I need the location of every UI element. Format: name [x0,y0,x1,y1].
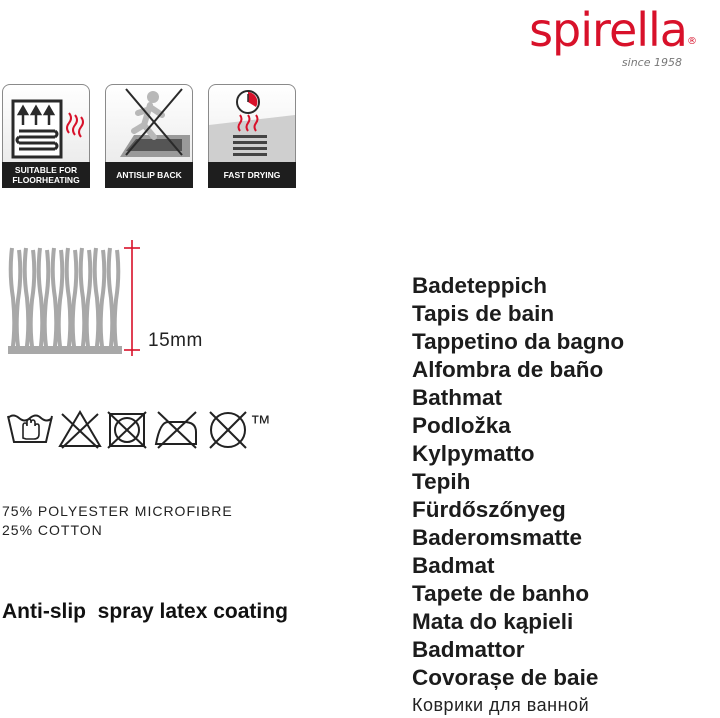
pile-fibers [11,248,119,353]
material-composition [2,502,233,540]
translations-list [412,272,624,718]
translation-item: Badmattor [412,637,525,662]
do-not-tumble-dry-icon [108,412,146,448]
trademark-symbol: ™ [250,412,271,435]
do-not-dry-clean-icon [210,412,246,448]
translation-item: Badmat [412,553,495,578]
translation-item: Badeteppich [412,273,548,298]
coating-text: Anti-slip spray latex coating [2,600,288,623]
brand-tagline: since 1958 [621,56,682,69]
material-line-2: 25% COTTON [2,522,103,538]
pile-height-diagram [6,236,151,366]
translation-item: Bathmat [412,385,503,410]
brand-wordmark [529,0,696,60]
translation-item: Tapete de banho [412,581,590,606]
translation-item: Podložka [412,413,511,438]
brand-name: spirella [529,3,687,57]
registered-mark: ® [687,36,696,47]
translation-item: Tappetino da bagno [412,329,625,354]
material-line-1: 75% POLYESTER MICROFIBRE [2,503,233,519]
badge-antislip-label: ANTISLIP BACK [105,162,193,188]
translation-item: Alfombra de baño [412,357,604,382]
pile-height-marker [124,240,140,356]
badge-fast-drying-label: FAST DRYING [208,162,296,188]
hand-wash-icon [8,416,52,443]
floorheating-icon [2,84,90,163]
do-not-bleach-icon [60,412,100,448]
translation-item: Tapis de bain [412,301,555,326]
fast-drying-icon [208,84,296,163]
care-symbols [6,408,250,452]
badge-floorheating-label: SUITABLE FOR FLOORHEATING [2,162,90,188]
badge-antislip [105,84,193,188]
antislip-icon [105,84,193,163]
do-not-iron-icon [156,412,196,448]
translation-item: Fürdőszőnyeg [412,497,566,522]
pile-height-label: 15mm [148,330,203,351]
translation-item: Mata do kąpieli [412,609,574,634]
translation-item: Коврики для ванной [412,695,590,715]
translation-item: Tepih [412,469,471,494]
translation-item: Baderomsmatte [412,525,583,550]
badge-floorheating [2,84,90,188]
translation-item: Kylpymatto [412,441,535,466]
translation-item: Covorașe de baie [412,665,599,690]
badge-fast-drying [208,84,296,188]
brand-logo [529,0,696,69]
